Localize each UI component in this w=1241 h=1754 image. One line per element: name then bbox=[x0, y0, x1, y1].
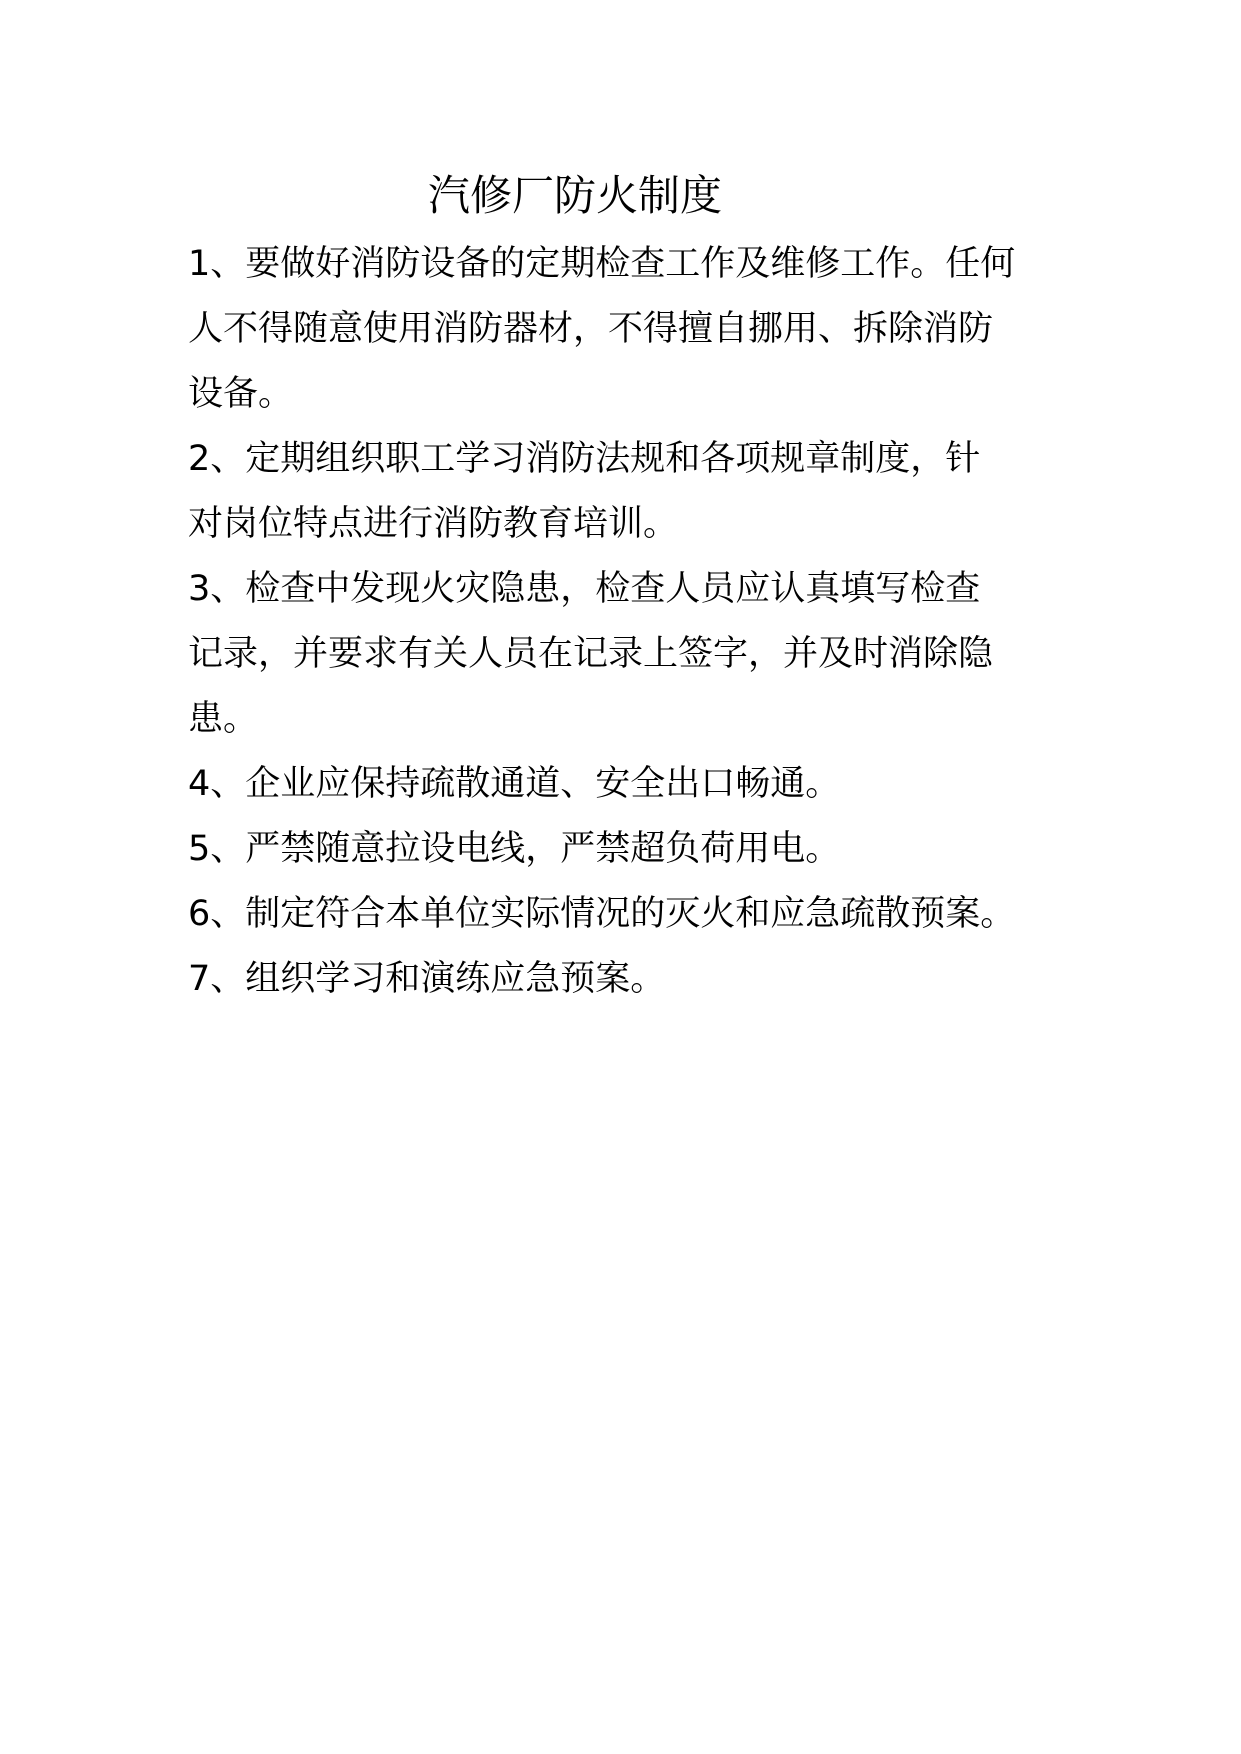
document-title: 汽修厂防火制度 bbox=[427, 171, 722, 220]
paragraph-line-2: 人不得随意使用消防器材，不得擅自挪用、拆除消防 bbox=[188, 309, 994, 349]
paragraph-line-4: 2、定期组织职工学习消防法规和各项规章制度，针 bbox=[188, 439, 981, 479]
paragraph-line-7: 记录，并要求有关人员在记录上签字，并及时消除隐 bbox=[188, 634, 994, 674]
paragraph-line-1: 1、要做好消防设备的定期检查工作及维修工作。任何 bbox=[188, 244, 1016, 284]
paragraph-line-6: 3、检查中发现火灾隐患，检查人员应认真填写检查 bbox=[188, 569, 981, 609]
paragraph-line-9: 4、企业应保持疏散通道、安全出口畅通。 bbox=[188, 764, 841, 804]
paragraph-line-11: 6、制定符合本单位实际情况的灭火和应急疏散预案。 bbox=[188, 894, 1016, 934]
document-body bbox=[188, 232, 1068, 1012]
paragraph-line-12: 7、组织学习和演练应急预案。 bbox=[188, 959, 666, 999]
paragraph-line-8: 患。 bbox=[188, 699, 259, 739]
paragraph-line-5: 对岗位特点进行消防教育培训。 bbox=[188, 504, 679, 544]
paragraph-line-3: 设备。 bbox=[188, 374, 294, 414]
paragraph-line-10: 5、严禁随意拉设电线，严禁超负荷用电。 bbox=[188, 829, 841, 869]
